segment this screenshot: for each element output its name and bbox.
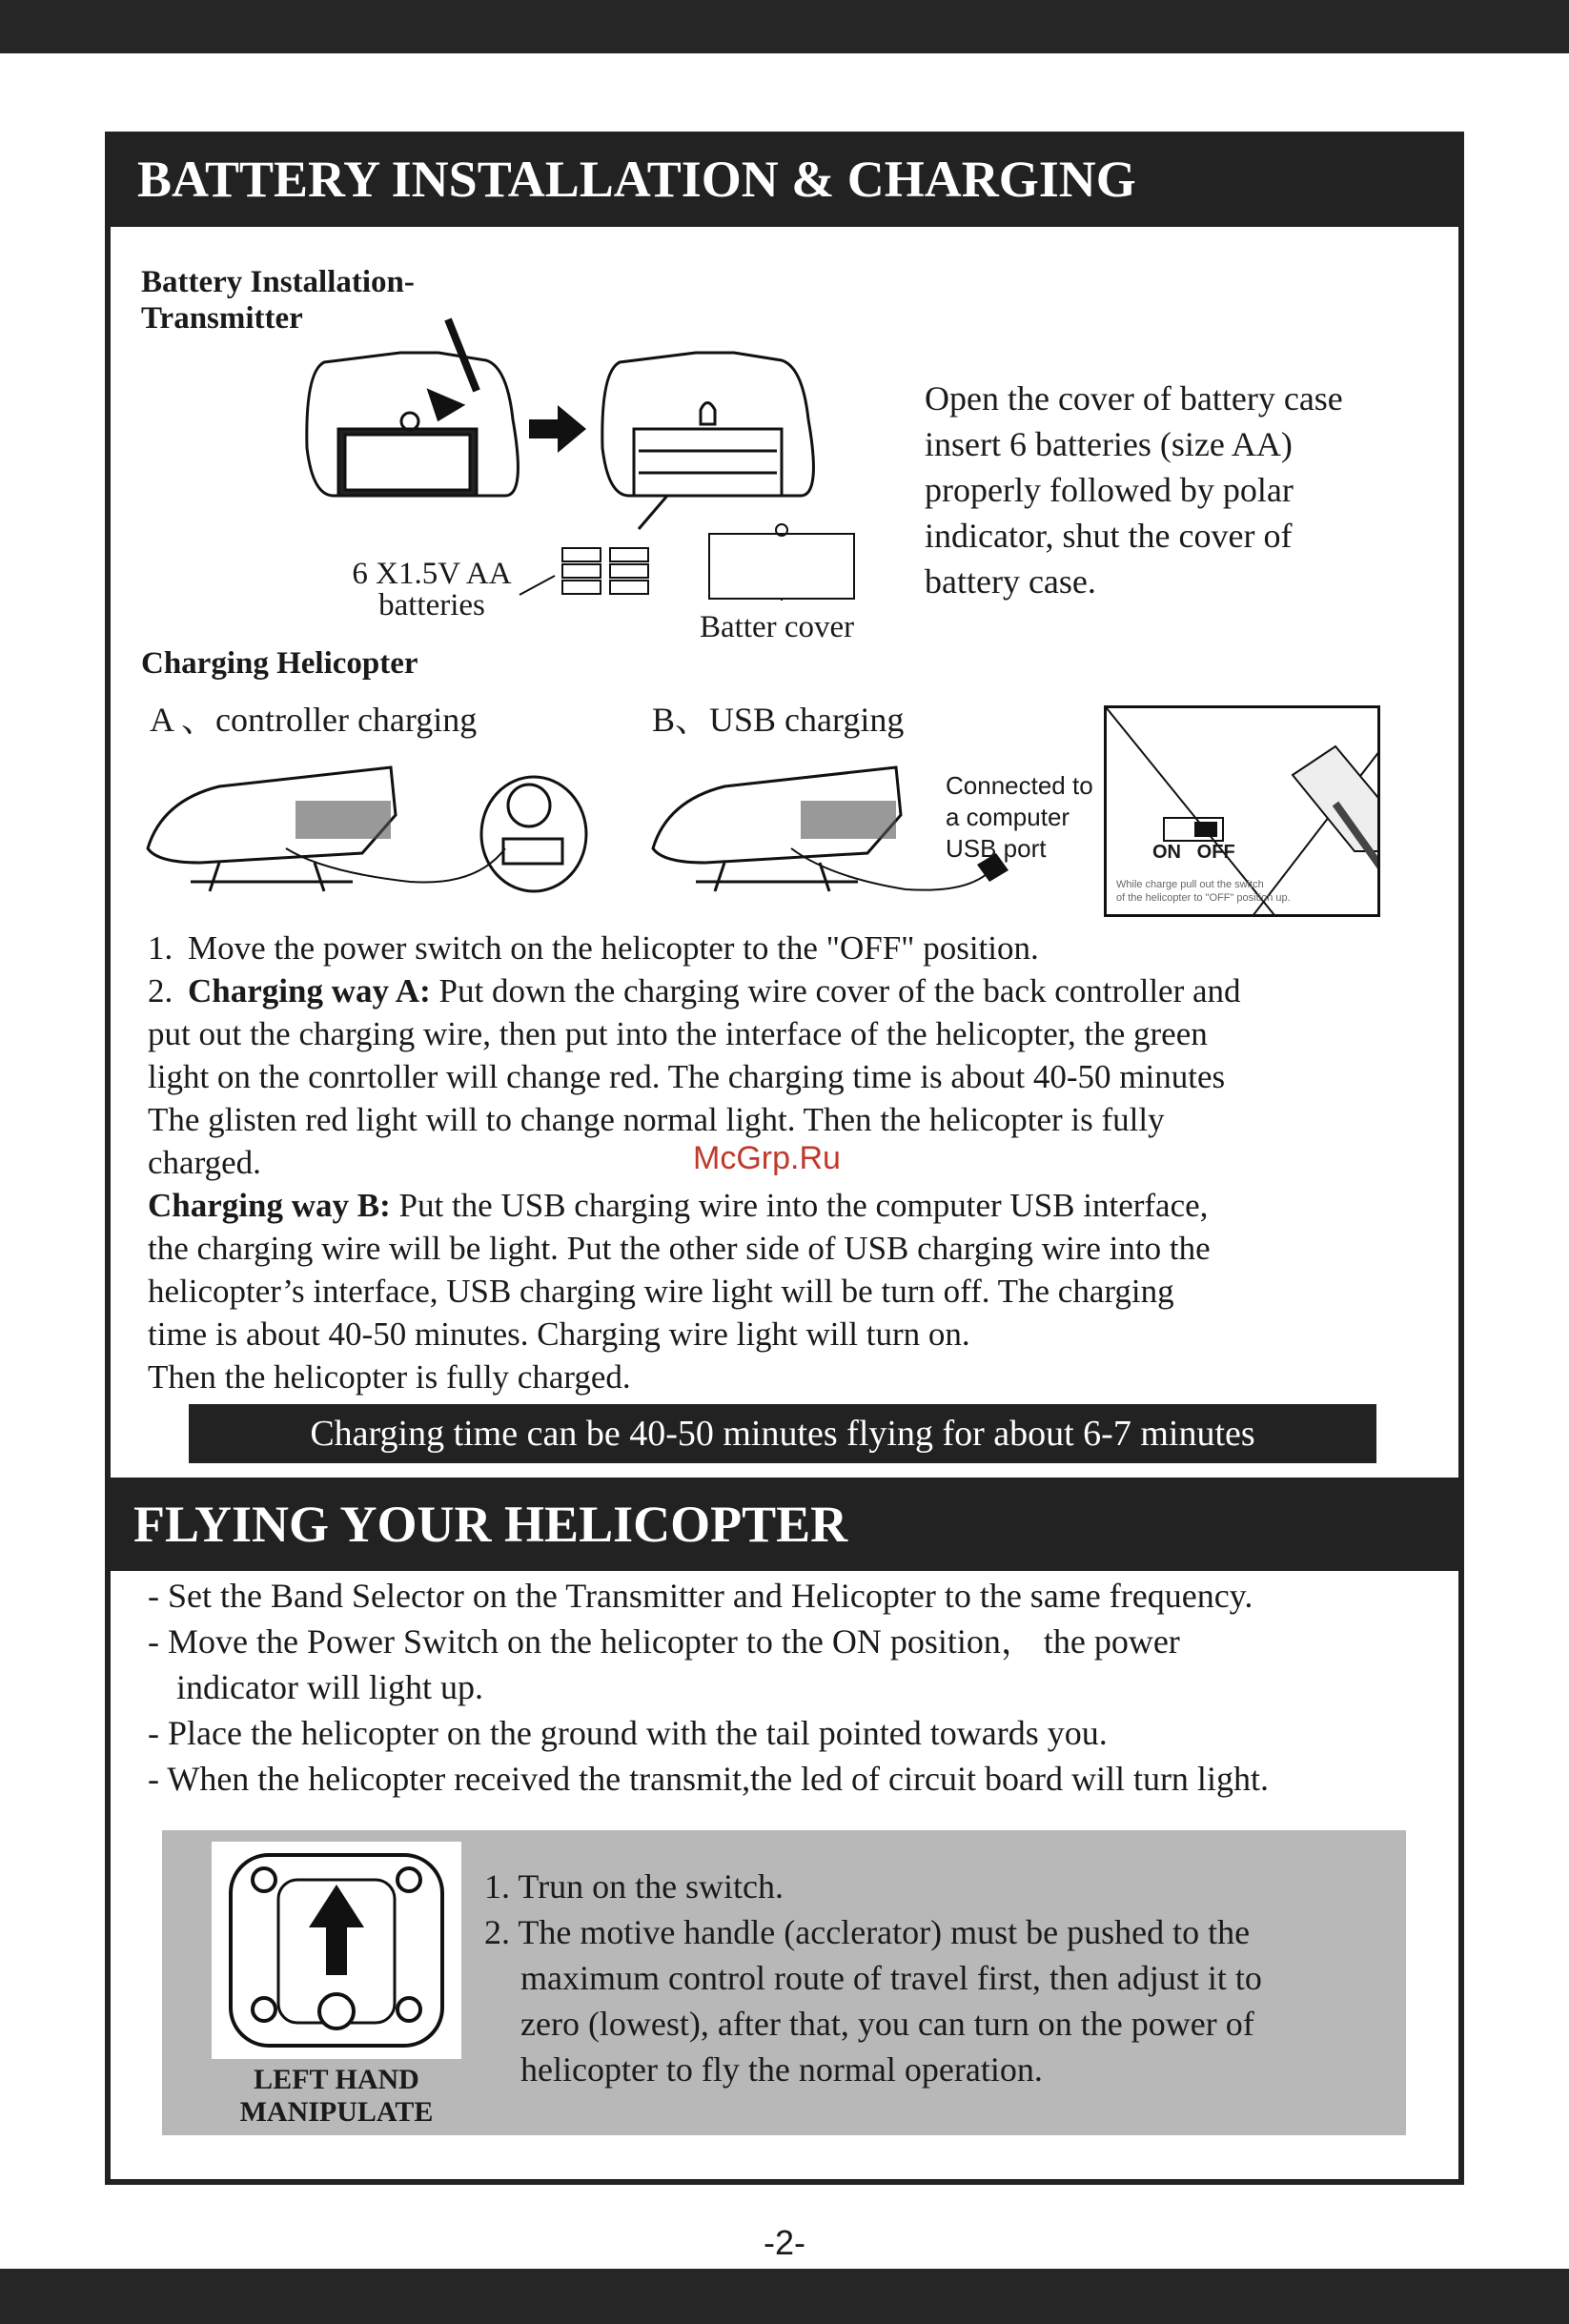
bottom-bar: [0, 2269, 1569, 2324]
battery-instructions: [925, 376, 1420, 604]
left-hand-label-line1: LEFT HAND: [254, 2064, 419, 2095]
switch-off-label: OFF: [1196, 842, 1235, 863]
watermark: McGrp.Ru: [693, 1140, 841, 1176]
flying-bullet-1: - Set the Band Selector on the Transmitter and Helicopter to the same frequency.: [148, 1577, 1253, 1615]
way-b-line4: time is about 40-50 minutes. Charging wire light will turn on.: [148, 1315, 970, 1353]
switch-labels: [1152, 842, 1235, 864]
way-a-line1: Put down the charging wire cover of the back controller and: [430, 972, 1241, 1009]
stick-step-2-line1: 2. The motive handle (acclerator) must be pushed to the: [484, 1913, 1251, 1951]
stick-step-2-line4: helicopter to fly the normal operation.: [520, 2050, 1043, 2089]
loose-batteries-drawing: [520, 548, 648, 595]
switch-on-label: ON: [1152, 842, 1181, 863]
battery-install-heading-line2: Transmitter: [141, 301, 303, 336]
battery-install-heading-line1: Battery Installation-: [141, 265, 415, 299]
way-a-label: Charging way A:: [188, 972, 431, 1009]
top-bar: [0, 0, 1569, 53]
battery-cover-label: Batter cover: [700, 610, 855, 644]
switch-caption: [1116, 878, 1374, 905]
switch-caption-line2: of the helicopter to "OFF" position up.: [1116, 892, 1291, 904]
way-b-label: Charging way B:: [148, 1187, 391, 1224]
section-title-battery: BATTERY INSTALLATION & CHARGING: [105, 132, 1464, 227]
left-hand-label-line2: MANIPULATE: [239, 2096, 434, 2128]
way-b-line1: Put the USB charging wire into the computer USB interface,: [390, 1187, 1209, 1224]
step-1-num: 1.: [148, 929, 173, 967]
usb-note-line3: USB port: [946, 834, 1047, 863]
way-b-line2: the charging wire will be light. Put the other side of USB charging wire into the: [148, 1230, 1211, 1267]
left-hand-label: [212, 2064, 461, 2129]
stick-step-2-line3: zero (lowest), after that, you can turn on the power of: [520, 2005, 1254, 2043]
way-b-line3: helicopter’s interface, USB charging wire light will be turn off. The charging: [148, 1273, 1174, 1310]
way-b-first-line: [148, 1184, 1430, 1227]
transmitter-open-drawing: [307, 315, 519, 496]
battery-instructions-line3: properly followed by polar: [925, 471, 1294, 509]
step-2: [148, 969, 1430, 1012]
battery-cover-drawing: [709, 524, 854, 601]
batteries-label-line2: batteries: [378, 588, 485, 622]
batteries-label: [341, 559, 522, 622]
way-a-line5: charged.: [148, 1144, 261, 1181]
way-a-line2: put out the charging wire, then put into the interface of the helicopter, the green: [148, 1015, 1208, 1052]
flying-instructions: [148, 1573, 1454, 1802]
page-number: -2-: [764, 2223, 805, 2262]
option-a-label: A 、controller charging: [150, 701, 478, 739]
battery-instructions-line2: insert 6 batteries (size AA): [925, 425, 1293, 463]
option-b-label: B、USB charging: [652, 701, 905, 739]
flying-bullet-2: - Move the Power Switch on the helicopter to the ON position， the power: [148, 1622, 1180, 1661]
usb-note-line2: a computer: [946, 803, 1070, 831]
way-a-line3: light on the conrtoller will change red. The charging time is about 40-50 minutes: [148, 1058, 1226, 1095]
flying-bullet-2-cont: indicator will light up.: [176, 1668, 483, 1706]
switch-inset: [1104, 705, 1380, 917]
controller-charging-illustration: [143, 758, 620, 920]
battery-instructions-line4: indicator, shut the cover of: [925, 517, 1293, 555]
charge-time-banner: Charging time can be 40-50 minutes flying for about 6-7 minutes: [189, 1404, 1376, 1463]
flying-bullet-4: - When the helicopter received the transmit,the led of circuit board will turn light.: [148, 1760, 1269, 1798]
transmitter-batteries-drawing: [602, 353, 814, 529]
step-2-num: 2.: [148, 972, 173, 1009]
step-1: [148, 927, 1430, 969]
stick-step-2-line2: maximum control route of travel first, then adjust it to: [520, 1959, 1262, 1997]
charging-heading: Charging Helicopter: [141, 646, 418, 681]
arrow-right-icon: [529, 405, 586, 453]
usb-note-line1: Connected to: [946, 771, 1093, 800]
way-b-line5: Then the helicopter is fully charged.: [148, 1358, 631, 1396]
stick-steps: [484, 1864, 1390, 2092]
flying-bullet-3: - Place the helicopter on the ground with the tail pointed towards you.: [148, 1714, 1108, 1752]
left-stick-drawing: [212, 1842, 461, 2059]
batteries-label-line1: 6 X1.5V AA: [352, 557, 512, 591]
left-hand-stick-image: [212, 1842, 461, 2059]
usb-note: [946, 770, 1093, 865]
battery-instructions-line1: Open the cover of battery case: [925, 379, 1343, 418]
switch-caption-line1: While charge pull out the switch: [1116, 879, 1264, 890]
step-1-text: Move the power switch on the helicopter to the "OFF" position.: [188, 929, 1039, 967]
way-a-line4: The glisten red light will to change normal light. Then the helicopter is fully: [148, 1101, 1165, 1138]
stick-step-1: 1. Trun on the switch.: [484, 1867, 784, 1906]
battery-instructions-line5: battery case.: [925, 562, 1096, 601]
section-title-flying: FLYING YOUR HELICOPTER: [105, 1478, 1464, 1571]
